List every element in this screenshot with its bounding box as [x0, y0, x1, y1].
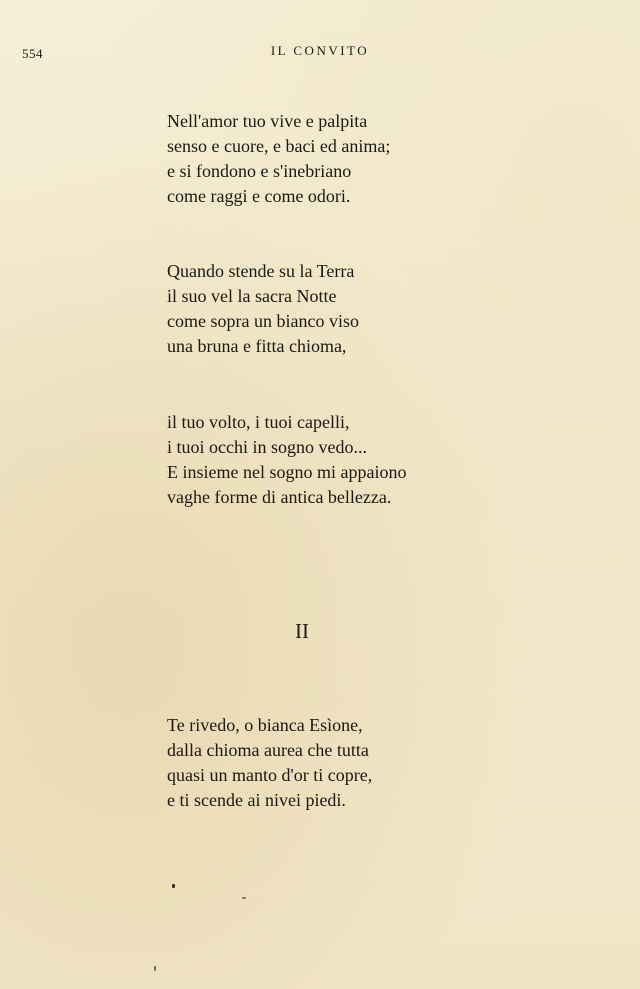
stanza-2	[167, 259, 359, 359]
verse-line: Quando stende su la Terra	[167, 261, 355, 281]
verse-line: E insieme nel sogno mi appaiono	[167, 462, 407, 482]
verse-line: una bruna e fitta chioma,	[167, 336, 347, 356]
verse-line: e si fondono e s'inebriano	[167, 161, 352, 181]
verse-line: dalla chioma aurea che tutta	[167, 740, 369, 760]
verse-line: Te rivedo, o bianca Esìone,	[167, 715, 363, 735]
verse-line: come sopra un bianco viso	[167, 311, 359, 331]
section-numeral: II	[295, 619, 309, 643]
ink-speck	[242, 897, 246, 899]
verse-line: quasi un manto d'or ti copre,	[167, 765, 373, 785]
page-number: 554	[22, 46, 43, 61]
stanza-3	[167, 410, 406, 510]
ink-speck	[154, 966, 156, 971]
verse-line: i tuoi occhi in sogno vedo...	[167, 437, 367, 457]
verse-line: come raggi e come odori.	[167, 186, 351, 206]
running-head: IL CONVITO	[270, 43, 370, 58]
verse-line: e ti scende ai nivei piedi.	[167, 790, 346, 810]
verse-line: il suo vel la sacra Notte	[167, 286, 337, 306]
verse-line: vaghe forme di antica bellezza.	[167, 487, 392, 507]
verse-line: il tuo volto, i tuoi capelli,	[167, 412, 350, 432]
verse-line: senso e cuore, e baci ed anima;	[167, 136, 391, 156]
ink-speck	[172, 884, 175, 888]
stanza-4	[167, 713, 372, 813]
stanza-1	[167, 109, 390, 209]
verse-line: Nell'amor tuo vive e palpita	[167, 111, 368, 131]
